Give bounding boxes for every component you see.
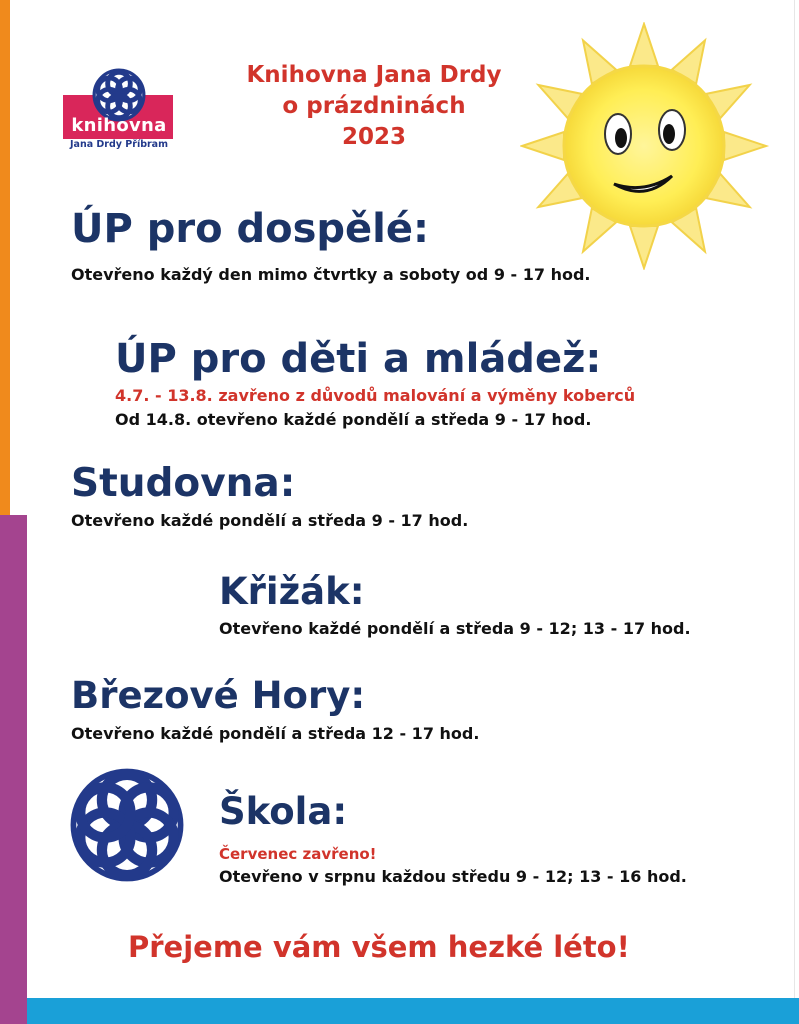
- section-krizak-hours: Otevřeno každé pondělí a středa 9 - 12; 13 - 17 hod.: [219, 619, 691, 638]
- page-title: [214, 60, 534, 153]
- logo-word: knihovna: [71, 115, 167, 136]
- section-skola-hours: Otevřeno v srpnu každou středu 9 - 12; 13 - 16 hod.: [219, 867, 687, 886]
- title-line-2: o prázdninách: [282, 93, 466, 119]
- section-kids-title: ÚP pro děti a mládež:: [115, 336, 602, 382]
- title-line-1: Knihovna Jana Drdy: [246, 62, 502, 88]
- right-edge-line: [794, 0, 795, 998]
- section-skola-notice: Červenec zavřeno!: [219, 845, 377, 863]
- bottom-accent-bar: [27, 998, 799, 1024]
- section-kids-notice: 4.7. - 13.8. zavřeno z důvodů malování a výměny koberců: [115, 386, 636, 405]
- left-accent-bar-orange: [0, 0, 10, 515]
- sun-icon: [520, 22, 770, 270]
- section-krizak-title: Křižák:: [219, 570, 365, 613]
- section-skola-title: Škola:: [219, 790, 348, 833]
- flower-of-life-icon: [70, 768, 184, 882]
- farewell-message: Přejeme vám všem hezké léto!: [128, 930, 630, 964]
- section-brezove-title: Březové Hory:: [71, 674, 366, 717]
- section-study-title: Studovna:: [71, 461, 296, 506]
- title-line-3: 2023: [341, 124, 406, 150]
- logo-flower-icon: [92, 68, 146, 122]
- section-brezove-hours: Otevřeno každé pondělí a středa 12 - 17 hod.: [71, 724, 480, 743]
- section-adults-hours: Otevřeno každý den mimo čtvrtky a soboty od 9 - 17 hod.: [71, 265, 591, 284]
- section-adults-title: ÚP pro dospělé:: [71, 206, 430, 252]
- section-study-hours: Otevřeno každé pondělí a středa 9 - 17 hod.: [71, 511, 469, 530]
- section-kids-hours: Od 14.8. otevřeno každé pondělí a středa 9 - 17 hod.: [115, 410, 592, 429]
- left-accent-bar-purple: [0, 515, 27, 1024]
- logo-subtitle: Jana Drdy Příbram: [70, 139, 168, 150]
